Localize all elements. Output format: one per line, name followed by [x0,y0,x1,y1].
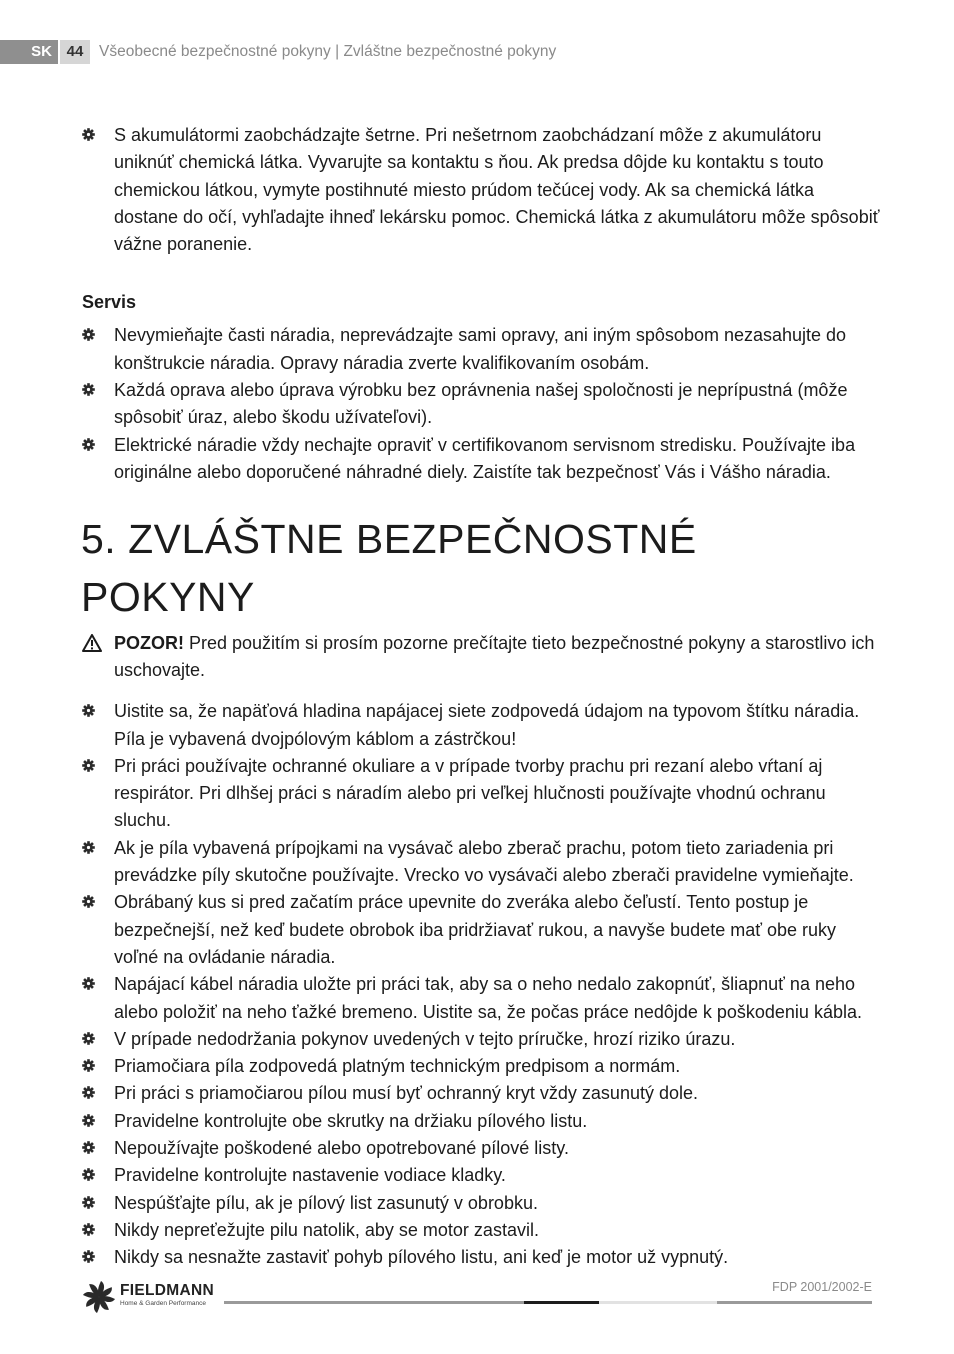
gear-bullet-icon [82,759,95,772]
footer-bar-light [224,1301,524,1304]
list-item-text: Pri práci používajte ochranné okuliare a v prípade tvorby prachu pri rezaní alebo vŕtaní aj respirátor. Pri dlhšej práci s náradím alebo pri veľkej hlučnosti používajte vhodnú ochranu sluchu. [114,755,826,831]
gear-bullet-icon [82,1196,95,1209]
list-item [82,1080,882,1107]
list-item-text: Elektrické náradie vždy nechajte opraviť v certifikovanom servisnom stredisku. Používajte iba originálne alebo doporučené náhradné diely. Zaistíte tak bezpečnosť Vás i Vášho náradia. [114,434,856,482]
list-item [82,1108,882,1135]
gear-bullet-icon [82,977,95,990]
brand-tagline: Home & Garden Performance [120,1300,206,1307]
warning-note [82,630,882,684]
list-item [82,1190,882,1217]
gear-bullet-icon [82,1223,95,1236]
gear-bullet-icon [82,1168,95,1181]
fieldmann-logo [82,1278,242,1312]
list-item-text: Priamočiara píla zodpovedá platným technickým predpisom a normám. [114,1056,681,1077]
list-item-text: Nikdy nepreťežujte pilu natolik, aby se motor zastavil. [114,1219,539,1240]
list-item [82,1053,882,1080]
intro-list [82,122,882,258]
gear-bullet-icon [82,128,95,141]
list-item-text: Nepoužívajte poškodené alebo opotrebované pílové listy. [114,1138,569,1159]
list-item-text: Pravidelne kontrolujte obe skrutky na držiaku pílového listu. [114,1110,588,1131]
gear-bullet-icon [82,1114,95,1127]
fan-logo-icon [82,1280,116,1314]
gear-bullet-icon [82,1250,95,1263]
list-item [82,1162,882,1189]
footer-bar-end [717,1301,872,1304]
language-tab: SK [0,40,58,64]
list-item [82,1135,882,1162]
list-item [82,1026,882,1053]
list-item-text: Nespúšťajte pílu, ak je pílový list zasunutý v obrobku. [114,1192,538,1213]
list-item-text: Napájací kábel náradia uložte pri práci tak, aby sa o neho nedalo zakopnúť, šliapnuť na neho alebo položiť na neho ťažké bremeno. Uistite sa, že počas práce nedôjde k poškodeniu kábla. [114,974,862,1022]
list-item-text: Nevymieňajte časti náradia, neprevádzajte sami opravy, ani iným spôsobom nezasahujte do konštrukcie náradia. Opravy náradia zverte kvalifikovaním osobám. [114,325,847,373]
list-item [82,835,882,890]
gear-bullet-icon [82,1059,95,1072]
brand-name: FIELDMANN [120,1282,214,1299]
gear-bullet-icon [82,704,95,717]
list-item [82,971,882,1026]
page-content [82,122,882,1272]
gear-bullet-icon [82,841,95,854]
list-item [82,889,882,971]
gear-bullet-icon [82,438,95,451]
list-item [82,377,882,432]
gear-bullet-icon [82,1032,95,1045]
list-item [82,1244,882,1271]
list-item [82,432,882,487]
chapter-heading: 5. ZVLÁŠTNE BEZPEČNOSTNÉ POKYNY [81,516,697,621]
list-item [82,1217,882,1244]
gear-bullet-icon [82,1141,95,1154]
list-item-text: Každá oprava alebo úprava výrobku bez oprávnenia našej spoločnosti je neprípustná (môže spôsobiť úraz, alebo škodu užívateľovi). [114,380,848,428]
page-number: 44 [60,40,90,64]
list-item-text: Uistite sa, že napäťová hladina napájacej siete zodpovedá údajom na typovom štítku náradia. Píla je vybavená dvojpólovým káblom a zástrčkou! [114,701,860,749]
gear-bullet-icon [82,1086,95,1099]
page-header [0,40,954,64]
list-item-text: V prípade nedodržania pokynov uvedených v tejto príručke, hrozí riziko úrazu. [114,1028,736,1049]
warning-label: POZOR! [114,633,184,654]
footer-bar-faint [599,1301,717,1304]
footer-bar-dark [524,1301,599,1304]
page-footer [0,1276,954,1316]
gear-bullet-icon [82,895,95,908]
safety-list [82,698,882,1271]
model-number: FDP 2001/2002-E [772,1280,872,1294]
list-item [82,698,882,753]
warning-text: Pred použitím si prosím pozorne prečítajte tieto bezpečnostné pokyny a starostlivo ich uschovajte. [114,633,875,681]
section-heading-servis: Servis [82,292,137,313]
list-item-text: Pravidelne kontrolujte nastavenie vodiace kladky. [114,1165,506,1186]
servis-list [82,322,882,486]
warning-triangle-icon [82,634,102,652]
header-title: Všeobecné bezpečnostné pokyny | Zvláštne bezpečnostné pokyny [99,43,557,60]
list-item-text: Obrábaný kus si pred začatím práce upevnite do zveráka alebo čeľustí. Tento postup je bezpečnejší, než keď budete obrobok iba pridržiavať rukou, a navyše budete mať obe ruky voľné na ovládanie náradia. [114,892,836,967]
list-item-text: Nikdy sa nesnažte zastaviť pohyb pílového listu, ani keď je motor už vypnutý. [114,1247,729,1268]
list-item [82,322,882,377]
gear-bullet-icon [82,383,95,396]
list-item-text: Ak je píla vybavená prípojkami na vysávač alebo zberač prachu, potom tieto zariadenia pri prevádzke píly skutočne používajte. Vrecko vo vysávači alebo zberači pravidelne vymieňajte. [114,837,854,886]
gear-bullet-icon [82,328,95,341]
list-item-text: S akumulátormi zaobchádzajte šetrne. Pri nešetrnom zaobchádzaní môže z akumulátoru uniknúť chemická látka. Vyvarujte sa kontaktu s ňou. Ak predsa dôjde ku kontaktu s touto chemickou látkou, vymyte postihnuté miesto prúdom tečúcej vody. Ak sa chemická látka dostane do očí, vyhľadajte ihneď lekársku pomoc. Chemická látka z akumulátoru môže spôsobiť vážne poranenie. [114,125,880,255]
list-item-text: Pri práci s priamočiarou pílou musí byť ochranný kryt vždy zasunutý dole. [114,1083,698,1104]
list-item [82,122,882,258]
list-item [82,753,882,835]
